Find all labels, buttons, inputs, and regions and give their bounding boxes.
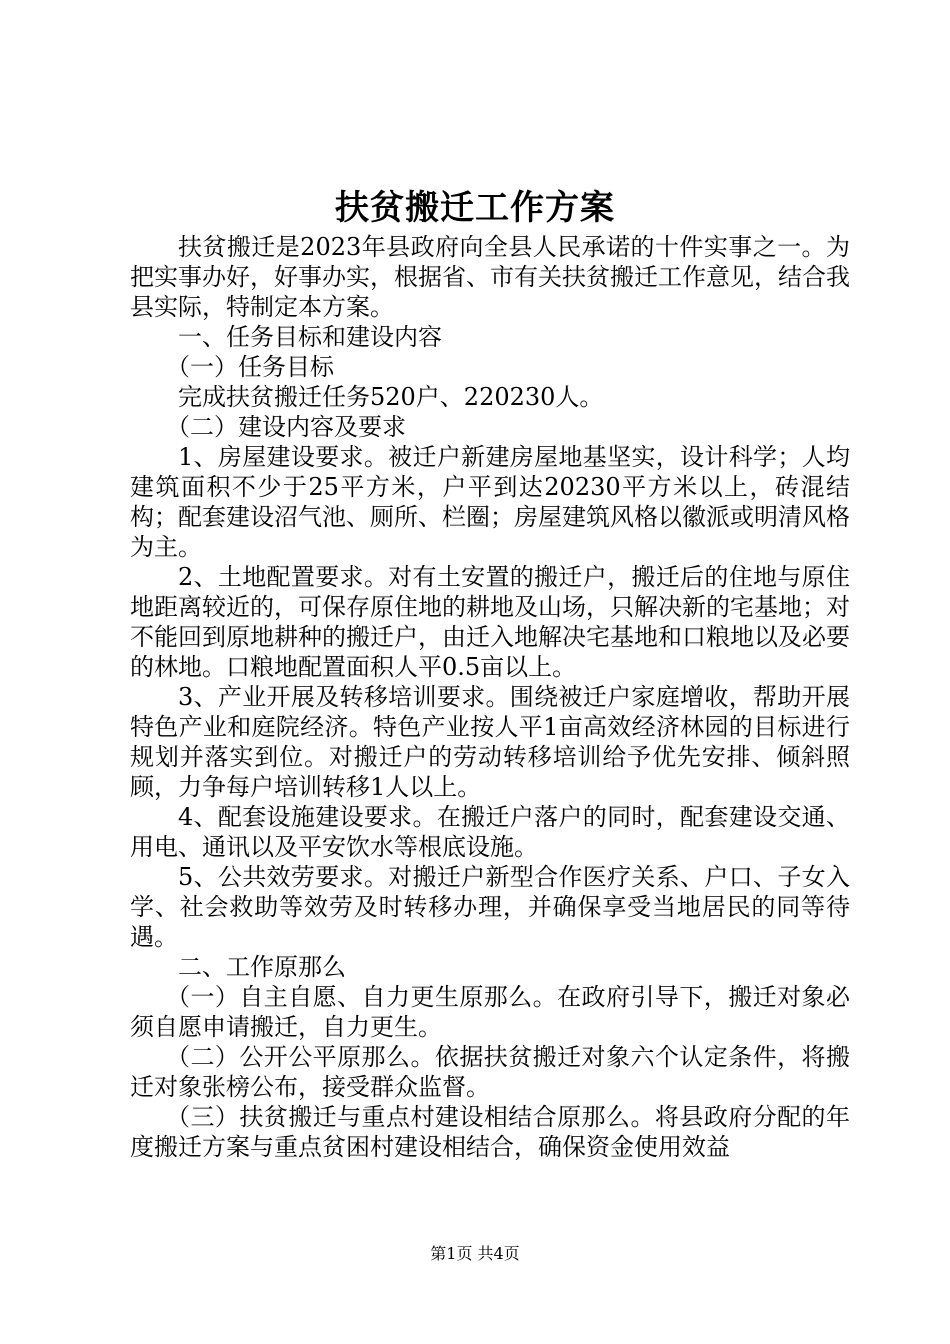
heading-section-2: 二、工作原那么 bbox=[178, 953, 346, 981]
paragraph-task-target: 完成扶贫搬迁任务520户、220230人。 bbox=[178, 383, 604, 411]
heading-subsection-1-2: （二）建设内容及要求 bbox=[166, 413, 406, 441]
document-body bbox=[130, 232, 850, 1162]
heading-section-1: 一、任务目标和建设内容 bbox=[178, 323, 442, 351]
paragraph-item-3: 3、产业开展及转移培训要求。围绕被迁户家庭增收，帮助开展特色产业和庭院经济。特色产业按人平1亩高效经济林园的目标进行规划并落实到位。对搬迁户的劳动转移培训给予优先安排、倾斜照顾，力争每户培训转移1人以上。 bbox=[130, 683, 850, 801]
paragraph-item-1: 1、房屋建设要求。被迁户新建房屋地基坚实，设计科学；人均建筑面积不少于25平方米，户平到达20230平方米以上，砖混结构；配套建设沼气池、厕所、栏圈；房屋建筑风格以徽派或明清风格为主。 bbox=[130, 443, 850, 561]
paragraph-item-5: 5、公共效劳要求。对搬迁户新型合作医疗关系、户口、子女入学、社会救助等效劳及时转移办理，并确保享受当地居民的同等待遇。 bbox=[130, 863, 850, 951]
paragraph-principle-3: （三）扶贫搬迁与重点村建设相结合原那么。将县政府分配的年度搬迁方案与重点贫困村建设相结合，确保资金使用效益 bbox=[130, 1103, 850, 1161]
paragraph-principle-1: （一）自主自愿、自力更生原那么。在政府引导下，搬迁对象必须自愿申请搬迁，自力更生。 bbox=[130, 983, 850, 1041]
paragraph-principle-2: （二）公开公平原那么。依据扶贫搬迁对象六个认定条件，将搬迁对象张榜公布，接受群众监督。 bbox=[130, 1043, 850, 1101]
document-title: 扶贫搬迁工作方案 bbox=[335, 188, 615, 228]
page-footer: 第1页 共4页 bbox=[430, 1244, 520, 1263]
heading-subsection-1-1: （一）任务目标 bbox=[166, 353, 334, 381]
paragraph-item-4: 4、配套设施建设要求。在搬迁户落户的同时，配套建设交通、用电、通讯以及平安饮水等根底设施。 bbox=[130, 803, 850, 861]
paragraph-intro: 扶贫搬迁是2023年县政府向全县人民承诺的十件实事之一。为把实事办好，好事办实，根据省、市有关扶贫搬迁工作意见，结合我县实际，特制定本方案。 bbox=[130, 233, 850, 321]
paragraph-item-2: 2、土地配置要求。对有土安置的搬迁户，搬迁后的住地与原住地距离较近的，可保存原住地的耕地及山场，只解决新的宅基地；对不能回到原地耕种的搬迁户，由迁入地解决宅基地和口粮地以及必要的林地。口粮地配置面积人平0.5亩以上。 bbox=[130, 563, 850, 681]
